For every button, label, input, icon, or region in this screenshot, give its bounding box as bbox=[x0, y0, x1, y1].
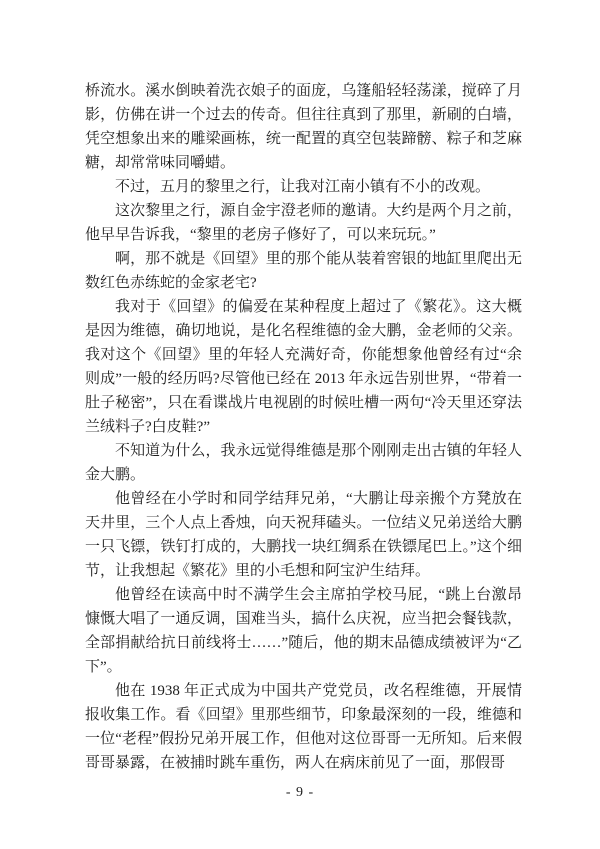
paragraph: 他在 1938 年正式成为中国共产党党员，改名程维德，开展情报收集工作。看《回望》里那些细节，印象最深刻的一段，维德和一位“老程”假扮兄弟开展工作，但他对这位哥哥一无所知。后来假哥哥暴露，在被捕时跳车重伤，两人在病床前见了一面，那假哥 bbox=[85, 683, 522, 771]
paragraph: 啊，那不就是《回望》里的那个能从装着窖银的地缸里爬出无数红色赤练蛇的金家老宅? bbox=[85, 251, 522, 291]
paragraph: 他曾经在读高中时不满学生会主席拍学校马屁，“跳上台激昂慷慨大唱了一通反调，国难当头，搞什么庆祝，应当把会餐钱款，全部捐献给抗日前线将士……”随后，他的期末品德成绩被评为“乙下”。 bbox=[85, 587, 522, 675]
paragraph: 我对于《回望》的偏爱在某种程度上超过了《繁花》。这大概是因为维德，确切地说，是化名程维德的金大鹏，金老师的父亲。我对这个《回望》里的年轻人充满好奇，你能想象他曾经有过“余则成”一般的经历吗?尽管他已经在 2013 年永远告别世界，“带着一肚子秘密”，只在看谍战片电视剧的时候吐槽一两句“冷天里还穿法兰绒料子?白皮鞋?” bbox=[85, 299, 522, 435]
paragraph: 不知道为什么，我永远觉得维德是那个刚刚走出古镇的年轻人金大鹏。 bbox=[85, 443, 522, 483]
paragraph: 这次黎里之行，源自金宇澄老师的邀请。大约是两个月之前，他早早告诉我，“黎里的老房子修好了，可以来玩玩。” bbox=[85, 203, 522, 243]
paragraph: 桥流水。溪水倒映着洗衣娘子的面庞，乌篷船轻轻荡漾，搅碎了月影，仿佛在讲一个过去的传奇。但往往真到了那里，新刷的白墙，凭空想象出来的雕梁画栋，统一配置的真空包装蹄髈、粽子和芝麻糖，却常常味同嚼蜡。 bbox=[85, 83, 522, 171]
page-number: - 9 - bbox=[285, 785, 315, 800]
paragraph: 不过，五月的黎里之行，让我对江南小镇有不小的改观。 bbox=[115, 179, 491, 195]
paragraph: 他曾经在小学时和同学结拜兄弟，“大鹏让母亲搬个方凳放在天井里，三个人点上香烛，向天祝拜磕头。一位结义兄弟送给大鹏一只飞镖，铁钉打成的，大鹏找一块红绸系在铁镖尾巴上。”这个细节，让我想起《繁花》里的小毛想和阿宝沪生结拜。 bbox=[85, 491, 522, 579]
body-text bbox=[85, 79, 522, 775]
